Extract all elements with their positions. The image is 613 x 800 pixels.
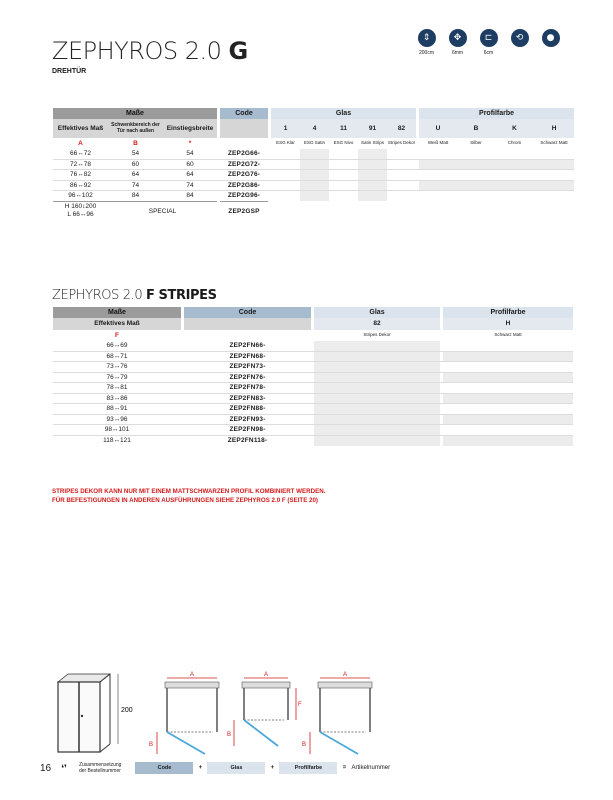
plan-drawing-3 bbox=[300, 672, 380, 757]
table-row: 86↔92 74 74 ZEP2G86- bbox=[53, 180, 574, 191]
glas-name: Stripes Dekor bbox=[387, 139, 416, 145]
height-label: 200 bbox=[121, 707, 133, 714]
glas-code-1: 1 bbox=[271, 119, 300, 138]
label-a: A bbox=[343, 672, 348, 678]
product-table-f-stripes bbox=[53, 307, 573, 446]
profil-code-u: U bbox=[419, 119, 457, 138]
door-perspective-drawing bbox=[50, 668, 133, 758]
table-row: 68↔71 ZEP2FN68- bbox=[53, 351, 573, 362]
profil-name: Chrom bbox=[507, 139, 522, 145]
label-a: A bbox=[264, 672, 269, 678]
profil-name: Silber bbox=[470, 139, 482, 145]
table-row: 98↔101 ZEP2FN98- bbox=[53, 425, 573, 436]
letter-f: F bbox=[115, 331, 119, 339]
header-profilfarbe: Profilfarbe bbox=[419, 108, 574, 119]
product-table-g bbox=[53, 108, 574, 221]
page-number: 16 bbox=[40, 762, 52, 774]
table-row: 78↔81 ZEP2FN78- bbox=[53, 383, 573, 394]
col-effektives-mass: Effektives Maß bbox=[53, 119, 108, 138]
water-drop-icon: ● bbox=[540, 29, 561, 56]
stripes-note: STRIPES DEKOR KANN NUR MIT EINEM MATTSCHWARZEN PROFIL KOMBINIERT WERDEN. FÜR BEFESTIGUNGEN IN ANDEREN AUSFÜHRUNGEN SIEHE ZEPHYROS 2.0 F (SEITE 20) bbox=[52, 488, 326, 504]
glas-name: Satin Strips bbox=[360, 139, 384, 145]
pill-code: Code bbox=[135, 762, 193, 774]
footprint-icon: ❛❜ bbox=[61, 762, 67, 773]
label-b: B bbox=[149, 742, 154, 748]
header-glas: Glas bbox=[314, 307, 440, 318]
letter-b: B bbox=[133, 139, 138, 147]
profile-icon: ⊏ 6cm bbox=[478, 29, 499, 56]
letter-a: A bbox=[78, 139, 83, 147]
header-glas: Glas bbox=[271, 108, 416, 119]
glas-code-4: 4 bbox=[300, 119, 329, 138]
table-row: 73↔76 ZEP2FN73- bbox=[53, 362, 573, 373]
height-icon: ⇕ 200cm bbox=[416, 29, 437, 56]
label-b: B bbox=[302, 742, 307, 748]
glass-thickness-icon: ✥ 6mm bbox=[447, 29, 468, 56]
letter-star: * bbox=[188, 139, 192, 147]
glas-name: ESG Klar bbox=[276, 139, 295, 145]
pill-glas: Glas bbox=[207, 762, 265, 774]
header-code: Code bbox=[184, 307, 311, 318]
table-row: 96↔102 84 84 ZEP2G96- bbox=[53, 191, 574, 202]
table-row: 72↔78 60 60 ZEP2G72- bbox=[53, 159, 574, 170]
label-f: F bbox=[298, 702, 302, 708]
glas-code-11: 11 bbox=[329, 119, 358, 138]
label-b: B bbox=[227, 732, 232, 738]
composition-label: Zusammensetzung der Bestellnummer bbox=[78, 762, 122, 774]
glas-code-82: 82 bbox=[387, 119, 416, 138]
feature-icons bbox=[416, 29, 561, 56]
header-masse: Maße bbox=[53, 307, 181, 318]
col-schwenkbereich: Schwenkbereich der Tür nach außen bbox=[108, 119, 163, 138]
reversible-icon: ⟲ bbox=[509, 29, 530, 56]
glas-code-91: 91 bbox=[358, 119, 387, 138]
profil-code-h: H bbox=[534, 119, 574, 138]
table-row: 66↔69 ZEP2FN66- bbox=[53, 341, 573, 352]
profil-code-k: K bbox=[495, 119, 534, 138]
header-code: Code bbox=[220, 108, 268, 119]
section-title-stripes: ZEPHYROS 2.0 F STRIPES bbox=[52, 288, 217, 303]
profil-name: Schwarz Matt bbox=[540, 139, 568, 145]
pill-profilfarbe: Profilfarbe bbox=[279, 762, 337, 774]
glas-name: Stripes Dekor bbox=[363, 331, 391, 337]
profil-code-b: B bbox=[457, 119, 495, 138]
page-subtitle: DREHTÜR bbox=[52, 68, 87, 75]
table-row: 66↔72 54 54 ZEP2G66- bbox=[53, 149, 574, 160]
label-a: A bbox=[190, 672, 195, 678]
header-masse: Maße bbox=[53, 108, 217, 119]
page-title: ZEPHYROS 2.0 G bbox=[52, 37, 248, 65]
profil-name: Schwarz Matt bbox=[494, 331, 522, 337]
glas-name: ESG Nivo bbox=[333, 139, 354, 145]
col-effektives-mass: Effektives Maß bbox=[53, 318, 181, 330]
glas-name: ESG Satin bbox=[303, 139, 325, 145]
header-profilfarbe: Profilfarbe bbox=[443, 307, 573, 318]
col-einstiegsbreite: Einstiegsbreite bbox=[163, 119, 217, 138]
glas-code-82: 82 bbox=[314, 318, 440, 330]
table-row: 76↔82 64 64 ZEP2G76- bbox=[53, 170, 574, 181]
profil-name: Weiß Matt bbox=[427, 139, 449, 145]
table-row: 88↔91 ZEP2FN88- bbox=[53, 404, 573, 415]
special-row: H 160↕200 L 66↔96 SPECIAL ZEP2GSP bbox=[53, 201, 574, 221]
table-row: 76↔79 ZEP2FN76- bbox=[53, 372, 573, 383]
table-row: 118↔121 ZEP2FN118- bbox=[53, 435, 573, 446]
result-label: Artikelnummer bbox=[351, 765, 391, 771]
footer: 16 ❛❜ Zusammensetzung der Bestellnummer Code + Glas + Profilfarbe = Artikelnummer bbox=[40, 762, 391, 774]
plan-drawing-1 bbox=[145, 672, 225, 757]
table-row: 93↔96 ZEP2FN93- bbox=[53, 414, 573, 425]
table-row: 83↔86 ZEP2FN83- bbox=[53, 393, 573, 404]
profil-code-h: H bbox=[443, 318, 573, 330]
plan-drawing-2 bbox=[226, 672, 306, 757]
